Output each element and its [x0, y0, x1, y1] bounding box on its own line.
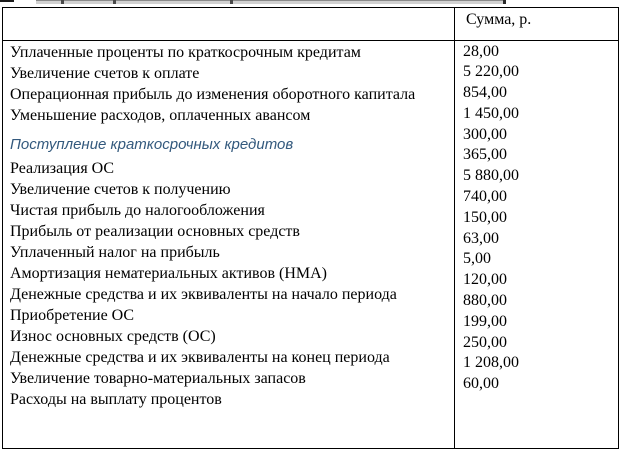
list-item: Износ основных средств (ОС)	[10, 327, 216, 345]
cutoff-text-fragment	[230, 0, 233, 4]
list-item: Уплаченные проценты по краткосрочным кредитам	[10, 43, 361, 61]
amount-value: 880,00	[463, 292, 507, 310]
list-item: Денежные средства и их эквиваленты на начало периода	[10, 285, 397, 303]
amounts-cell	[454, 41, 618, 448]
list-item: Увеличение товарно-материальных запасов	[10, 369, 306, 387]
amount-value: 199,00	[463, 312, 507, 330]
drag-answer-token[interactable]: Поступление краткосрочных кредитов	[10, 135, 294, 153]
amount-value: 365,00	[463, 146, 507, 164]
amount-value: 854,00	[463, 84, 507, 102]
cutoff-column-border-fragment	[503, 0, 506, 4]
list-item: Прибыль от реализации основных средств	[10, 222, 300, 240]
amount-value: 1 450,00	[463, 104, 519, 122]
cashflow-items-table	[2, 7, 619, 449]
table-body-row	[3, 41, 618, 448]
cutoff-row-border-fragment	[0, 0, 14, 2]
list-item: Операционная прибыль до изменения оборотного капитала	[10, 85, 416, 103]
list-item: Увеличение счетов к получению	[10, 180, 231, 198]
amount-value: 5 880,00	[463, 167, 519, 185]
header-cell-items	[3, 8, 454, 40]
list-item: Уменьшение расходов, оплаченных авансом	[10, 106, 311, 124]
list-item: Приобретение ОС	[10, 306, 135, 324]
list-item: Расходы на выплату процентов	[10, 390, 222, 408]
amount-value: 740,00	[463, 188, 507, 206]
list-item: Денежные средства и их эквиваленты на конец периода	[10, 348, 390, 366]
amount-value: 1 208,00	[463, 354, 519, 372]
amount-value: 150,00	[463, 208, 507, 226]
header-cell-amount: Сумма, р.	[454, 8, 618, 40]
list-item: Амортизация нематериальных активов (НМА)	[10, 264, 327, 282]
list-item: Увеличение счетов к оплате	[10, 64, 200, 82]
cutoff-text-fragment	[61, 0, 64, 4]
amount-value: 5,00	[463, 250, 491, 268]
list-item: Чистая прибыль до налогообложения	[10, 201, 265, 219]
items-cell	[3, 41, 454, 448]
amount-value: 60,00	[463, 375, 499, 393]
list-item: Уплаченный налог на прибыль	[10, 243, 220, 261]
amount-value: 5 220,00	[463, 63, 519, 81]
amount-value: 250,00	[463, 333, 507, 351]
list-item: Реализация ОС	[10, 159, 115, 177]
cutoff-text-fragment	[113, 0, 116, 4]
table-header-row	[3, 8, 618, 41]
amount-value: 120,00	[463, 271, 507, 289]
cutoff-shaded-row-remnant	[36, 0, 506, 4]
amount-value: 28,00	[463, 42, 499, 60]
amount-value: 300,00	[463, 125, 507, 143]
amount-value: 63,00	[463, 229, 499, 247]
